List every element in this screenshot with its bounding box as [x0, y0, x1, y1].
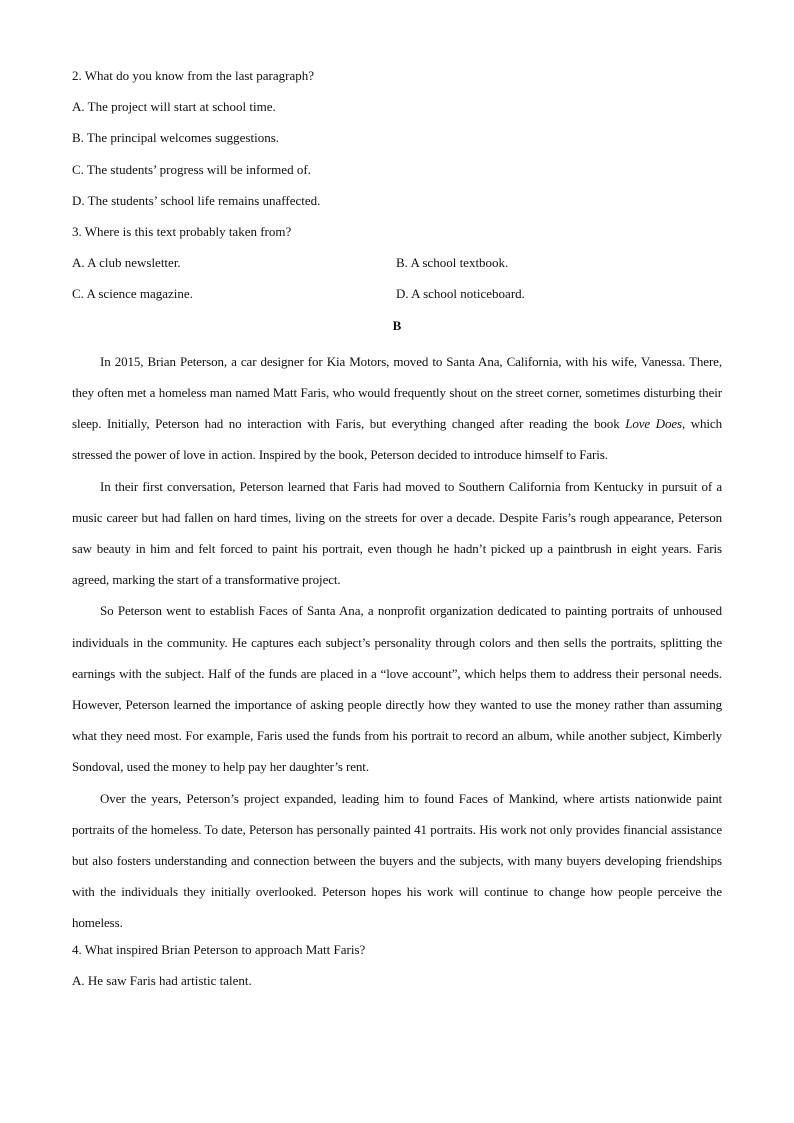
passage-paragraph-3: So Peterson went to establish Faces of Santa Ana, a nonprofit organization dedicated to painting portraits of unhoused individuals in the community. He captures each subject’s personality through colors and then sells the portraits, splitting the earnings with the subject. Half of the funds are placed in a “love account”, which helps them to address their personal needs. However, Peterson learned the importance of asking people directly how they wanted to use the money rather than assuming what they need most. For example, Faris used the funds from his portrait to record an album, while another subject, Kimberly Sondoval, used the money to help pay her daughter’s rent.: [72, 603, 722, 775]
q2-option-c: C. The students’ progress will be informed of.: [72, 161, 311, 177]
passage-paragraph-1-text-a: In 2015, Brian Peterson, a car designer for Kia Motors, moved to Santa Ana, California, with his wife, Vanessa. There, they often met a homeless man named Matt Faris, who would frequently shout on the street corner, sometimes disturbing their sleep. Initially, Peterson had no interaction with Faris, but everything changed after reading the book: [72, 353, 722, 432]
q3-option-c: C. A science magazine.: [72, 286, 193, 302]
document-page: [72, 65, 722, 1001]
q4-option-a: A. He saw Faris had artistic talent.: [72, 972, 252, 988]
q2-option-d: D. The students’ school life remains unaffected.: [72, 192, 321, 208]
passage-paragraph-4: Over the years, Peterson’s project expanded, leading him to found Faces of Mankind, where artists nationwide paint portraits of the homeless. To date, Peterson has personally painted 41 portraits. His work not only provides financial assistance but also fosters understanding and connection between the buyers and the subjects, with many buyers developing friendships with the individuals they initially overlooked. Peterson hopes his work will continue to change how people perceive the homeless.: [72, 790, 722, 931]
book-title: Love Does: [625, 416, 682, 432]
q3-option-b: B. A school textbook.: [396, 255, 509, 271]
q3-options-row-1: [72, 252, 722, 283]
passage-paragraph-2: In their first conversation, Peterson learned that Faris had moved to Southern California from Kentucky in pursuit of a music career but had fallen on hard times, living on the streets for over a decade. Despite Faris’s rough appearance, Peterson saw beauty in him and felt forced to paint his portrait, even though he hadn’t picked up a paintbrush in eight years. Faris agreed, marking the start of a transformative project.: [72, 478, 722, 588]
section-heading: B: [392, 317, 402, 333]
passage-paragraph-1: [72, 346, 722, 471]
passage-paragraph-1-text-b: , which stressed the power of love in action. Inspired by the book, Peterson decided to introduce himself to Faris.: [72, 416, 722, 463]
q2-option-a: A. The project will start at school time.: [72, 99, 276, 115]
q3-option-d: D. A school noticeboard.: [396, 286, 525, 302]
q3-option-a: A. A club newsletter.: [72, 255, 181, 271]
question-4: 4. What inspired Brian Peterson to approach Matt Faris?: [72, 941, 366, 957]
q3-options-row-2: [72, 283, 722, 314]
question-2: 2. What do you know from the last paragraph?: [72, 68, 314, 83]
q2-option-b: B. The principal welcomes suggestions.: [72, 130, 280, 146]
question-3: 3. Where is this text probably taken from?: [72, 223, 292, 239]
